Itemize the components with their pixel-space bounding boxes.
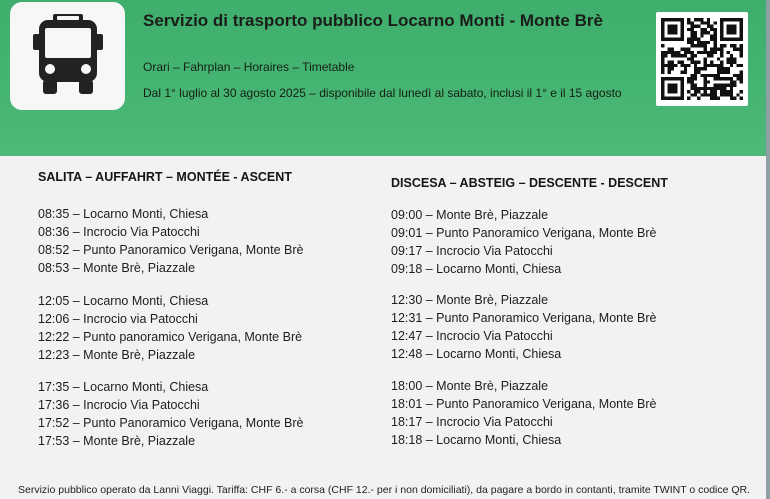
schedule-line: 17:36 – Incrocio Via Patocchi bbox=[38, 398, 200, 412]
schedule-line: 09:18 – Locarno Monti, Chiesa bbox=[391, 262, 562, 276]
validity-period: Dal 1° luglio al 30 agosto 2025 – disponibile dal lunedì al sabato, inclusi il 1° e il 15 agosto bbox=[143, 86, 622, 100]
schedule-line: 17:35 – Locarno Monti, Chiesa bbox=[38, 380, 209, 394]
descent-trip-2 bbox=[391, 291, 656, 363]
schedule-line: 18:18 – Locarno Monti, Chiesa bbox=[391, 433, 562, 447]
schedule-line: 17:52 – Punto Panoramico Verigana, Monte Brè bbox=[38, 416, 304, 430]
schedule-line: 12:31 – Punto Panoramico Verigana, Monte Brè bbox=[391, 311, 657, 325]
schedule-line: 08:35 – Locarno Monti, Chiesa bbox=[38, 207, 209, 221]
schedule-line: 12:47 – Incrocio Via Patocchi bbox=[391, 329, 553, 343]
ascent-heading: SALITA – AUFFAHRT – MONTÉE - ASCENT bbox=[38, 170, 292, 184]
schedule-line: 09:17 – Incrocio Via Patocchi bbox=[391, 244, 553, 258]
bus-front-icon bbox=[33, 14, 103, 98]
schedule-line: 17:53 – Monte Brè, Piazzale bbox=[38, 434, 196, 448]
schedule-line: 09:00 – Monte Brè, Piazzale bbox=[391, 208, 549, 222]
schedule-line: 12:06 – Incrocio via Patocchi bbox=[38, 312, 198, 326]
page-title: Servizio di trasporto pubblico Locarno Monti - Monte Brè bbox=[143, 11, 603, 30]
footer-note: Servizio pubblico operato da Lanni Viaggi. Tariffa: CHF 6.- a corsa (CHF 12.- per i non domiciliati), da pagare a bordo in contanti, tramite TWINT o codice QR. bbox=[18, 484, 751, 496]
bus-logo bbox=[10, 2, 125, 110]
header-banner bbox=[0, 0, 766, 156]
schedule-line: 08:52 – Punto Panoramico Verigana, Monte Brè bbox=[38, 243, 304, 257]
timetable-languages: Orari – Fahrplan – Horaires – Timetable bbox=[143, 60, 355, 74]
descent-trip-3 bbox=[391, 377, 656, 449]
ascent-trip-3 bbox=[38, 378, 303, 450]
schedule-line: 08:36 – Incrocio Via Patocchi bbox=[38, 225, 200, 239]
schedule-line: 18:17 – Incrocio Via Patocchi bbox=[391, 415, 553, 429]
schedule-line: 12:05 – Locarno Monti, Chiesa bbox=[38, 294, 209, 308]
schedule-line: 12:30 – Monte Brè, Piazzale bbox=[391, 293, 549, 307]
qr-code-pattern bbox=[661, 18, 743, 100]
schedule-line: 12:23 – Monte Brè, Piazzale bbox=[38, 348, 196, 362]
schedule-line: 18:01 – Punto Panoramico Verigana, Monte Brè bbox=[391, 397, 657, 411]
schedule-line: 12:48 – Locarno Monti, Chiesa bbox=[391, 347, 562, 361]
schedule-line: 18:00 – Monte Brè, Piazzale bbox=[391, 379, 549, 393]
descent-trip-1 bbox=[391, 206, 656, 278]
schedule-line: 08:53 – Monte Brè, Piazzale bbox=[38, 261, 196, 275]
qr-code[interactable] bbox=[656, 12, 748, 106]
schedule-line: 12:22 – Punto panoramico Verigana, Monte Brè bbox=[38, 330, 303, 344]
schedule-line: 09:01 – Punto Panoramico Verigana, Monte Brè bbox=[391, 226, 657, 240]
ascent-trip-2 bbox=[38, 292, 302, 364]
descent-heading: DISCESA – ABSTEIG – DESCENTE - DESCENT bbox=[391, 176, 668, 190]
ascent-trip-1 bbox=[38, 205, 303, 277]
